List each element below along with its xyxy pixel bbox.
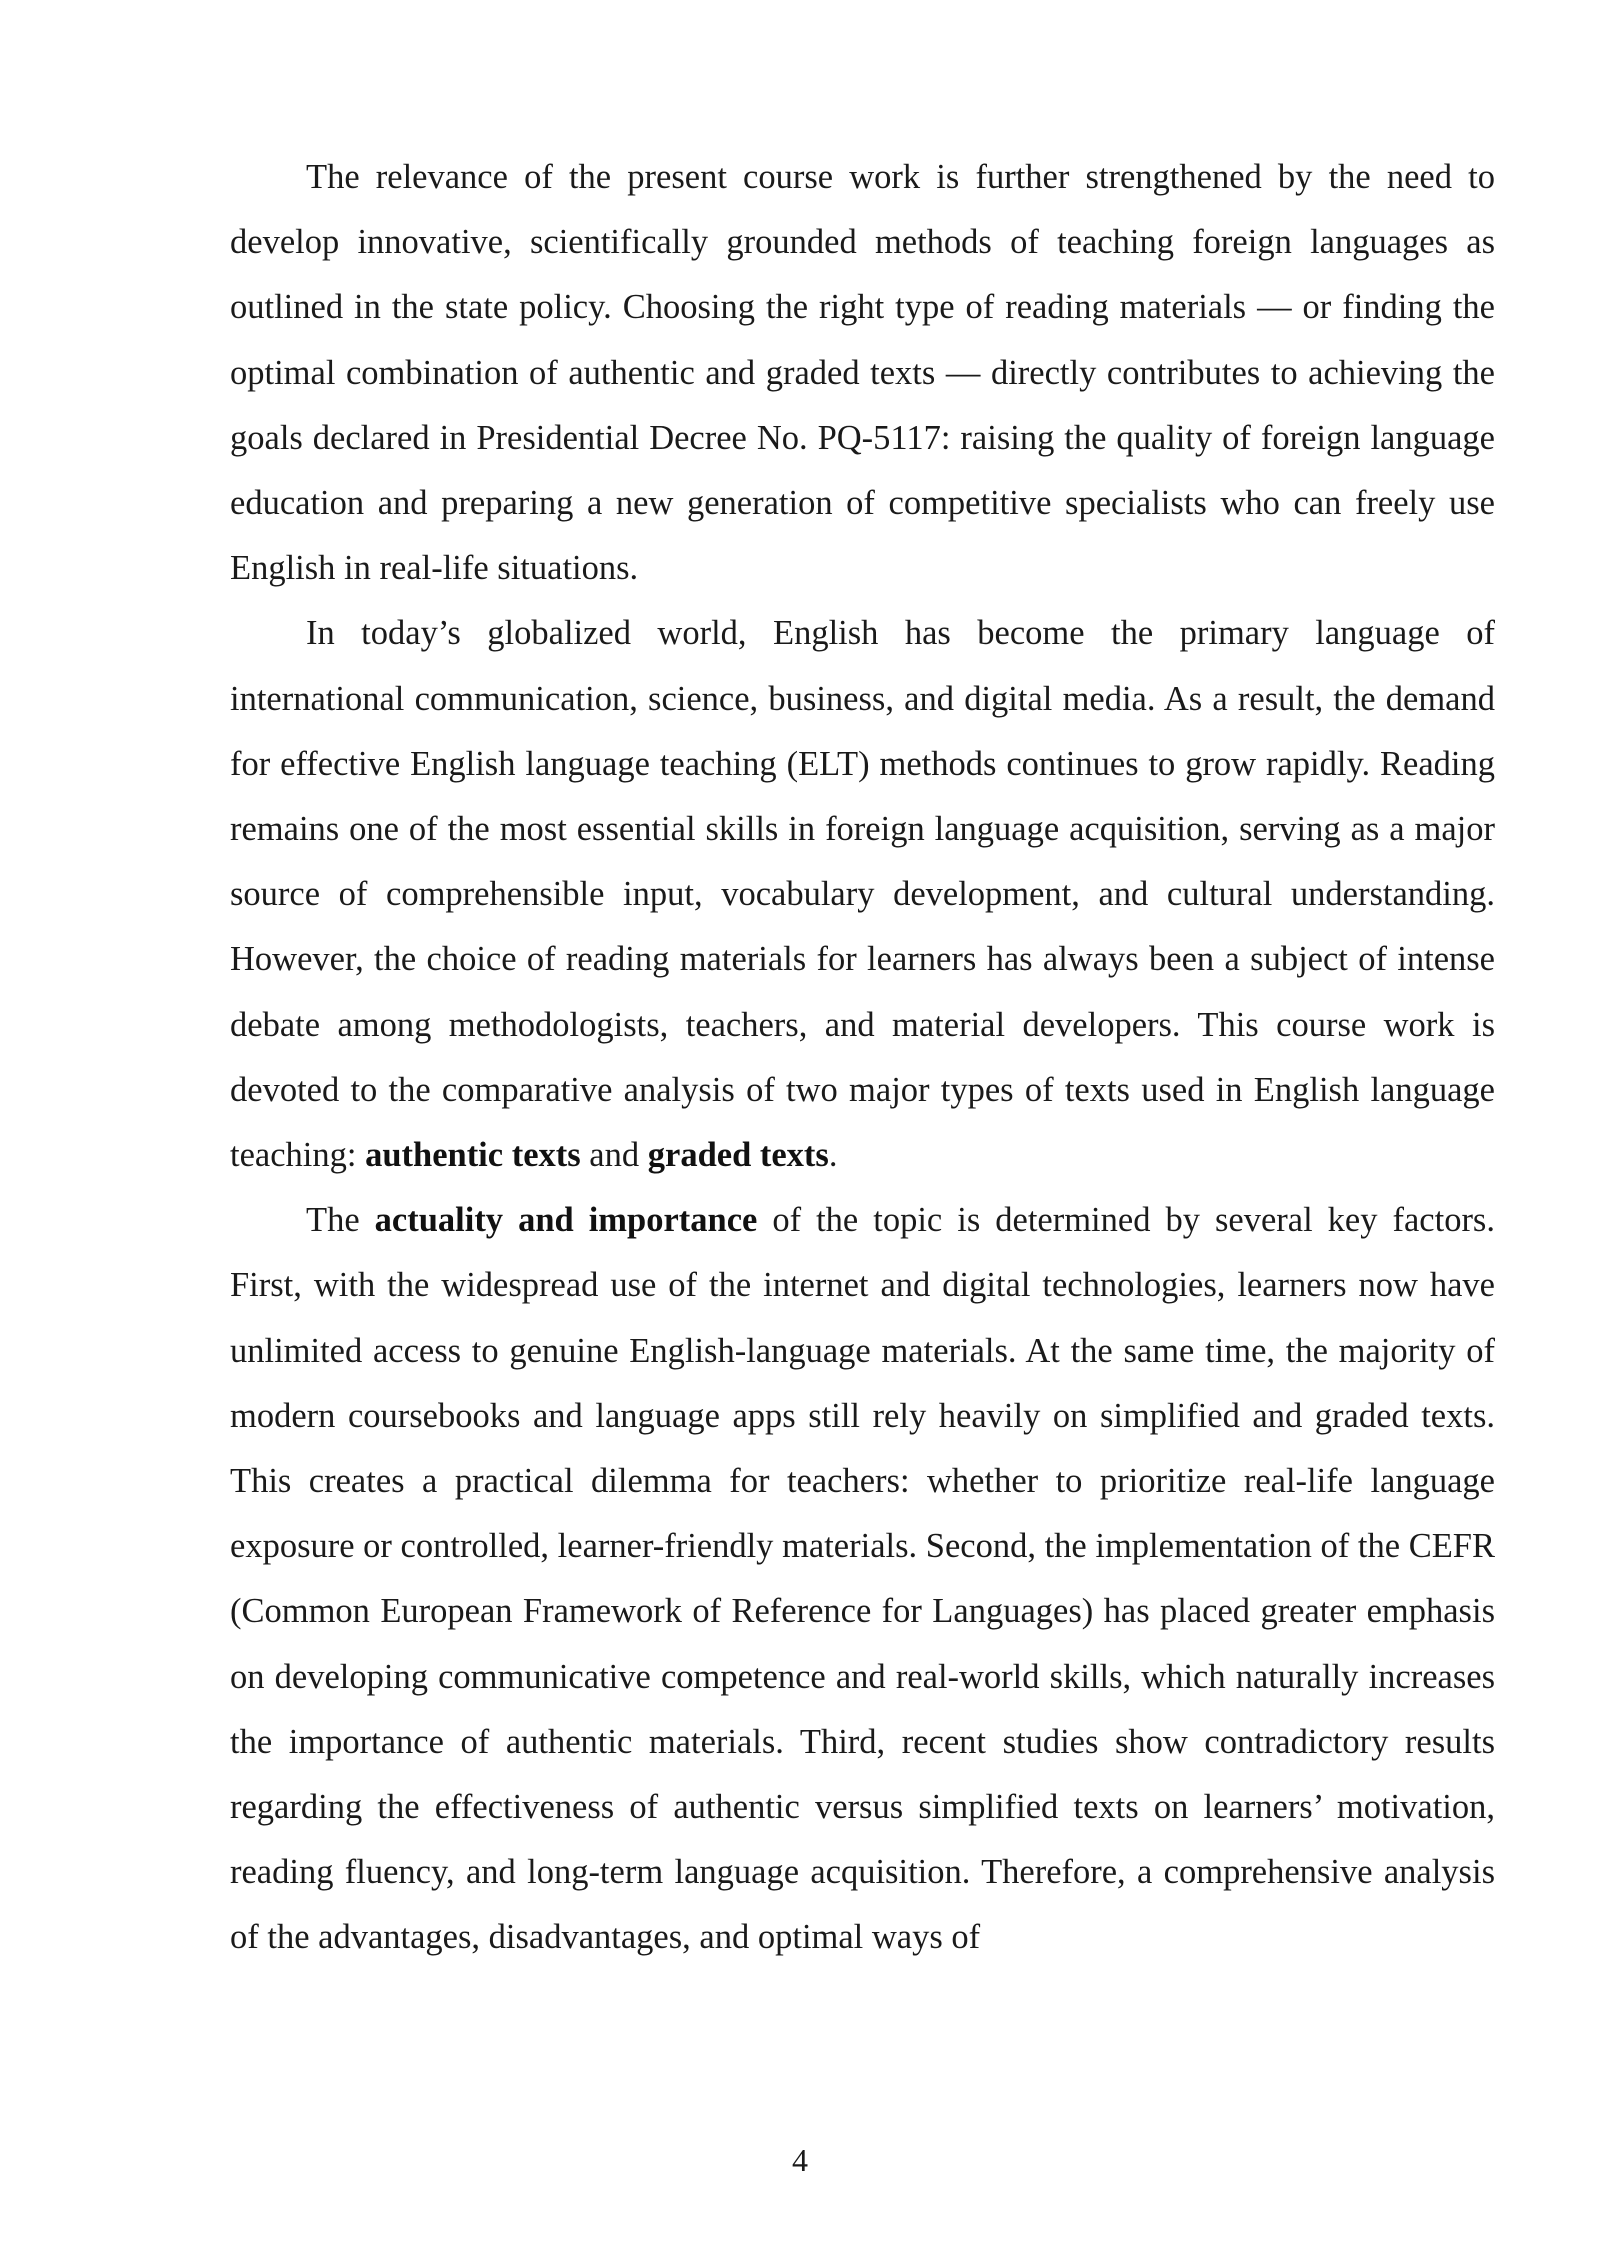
bold-term-graded-texts: graded texts: [647, 1136, 829, 1175]
page-number: 4: [792, 2142, 808, 2178]
text-run: and: [580, 1136, 648, 1175]
body-text: [230, 145, 1495, 1971]
bold-term-actuality-importance: actuality and importance: [374, 1201, 758, 1240]
text-run: of the topic is determined by several key factors. First, with the widespread use of the internet and digital technologies, learners now have unlimited access to genuine English-language materials. At the same time, the majority of modern coursebooks and language apps still rely heavily on simplified and graded texts. This creates a practical dilemma for teachers: whether to prioritize real-life language exposure or controlled, learner-friendly materials. Second, the implementation of the CEFR (Common European Framework of Reference for Languages) has placed greater emphasis on developing communicative competence and real-world skills, which naturally increases the importance of authentic materials. Third, recent studies show contradictory results regarding the effectiveness of authentic versus simplified texts on learners’ motivation, reading fluency, and long-term language acquisition. Therefore, a comprehensive analysis of the advantages, disadvantages, and optimal ways of: [230, 1201, 1495, 1957]
paragraph-relevance: [230, 145, 1495, 601]
paragraph-actuality: [230, 1188, 1495, 1970]
paragraph-globalized-world: [230, 601, 1495, 1188]
bold-term-authentic-texts: authentic texts: [365, 1136, 581, 1175]
text-run: The relevance of the present course work is further strengthened by the need to develop innovative, scientifically grounded methods of teaching foreign languages as outlined in the state policy. Choosing the right type of reading materials — or finding the optimal combination of authentic and graded texts — directly contributes to achieving the goals declared in Presidential Decree No. PQ-5117: raising the quality of foreign language education and preparing a new generation of competitive specialists who can freely use English in real-life situations.: [230, 158, 1495, 588]
text-run: The: [306, 1201, 375, 1240]
text-run: In today’s globalized world, English has become the primary language of international communication, science, business, and digital media. As a result, the demand for effective English language teaching (ELT) methods continues to grow rapidly. Reading remains one of the most essential skills in foreign language acquisition, serving as a major source of comprehensible input, vocabulary development, and cultural understanding. However, the choice of reading materials for learners has always been a subject of intense debate among methodologists, teachers, and material developers. This course work is devoted to the comparative analysis of two major types of texts used in English language teaching:: [230, 614, 1495, 1175]
text-run: .: [828, 1136, 838, 1175]
